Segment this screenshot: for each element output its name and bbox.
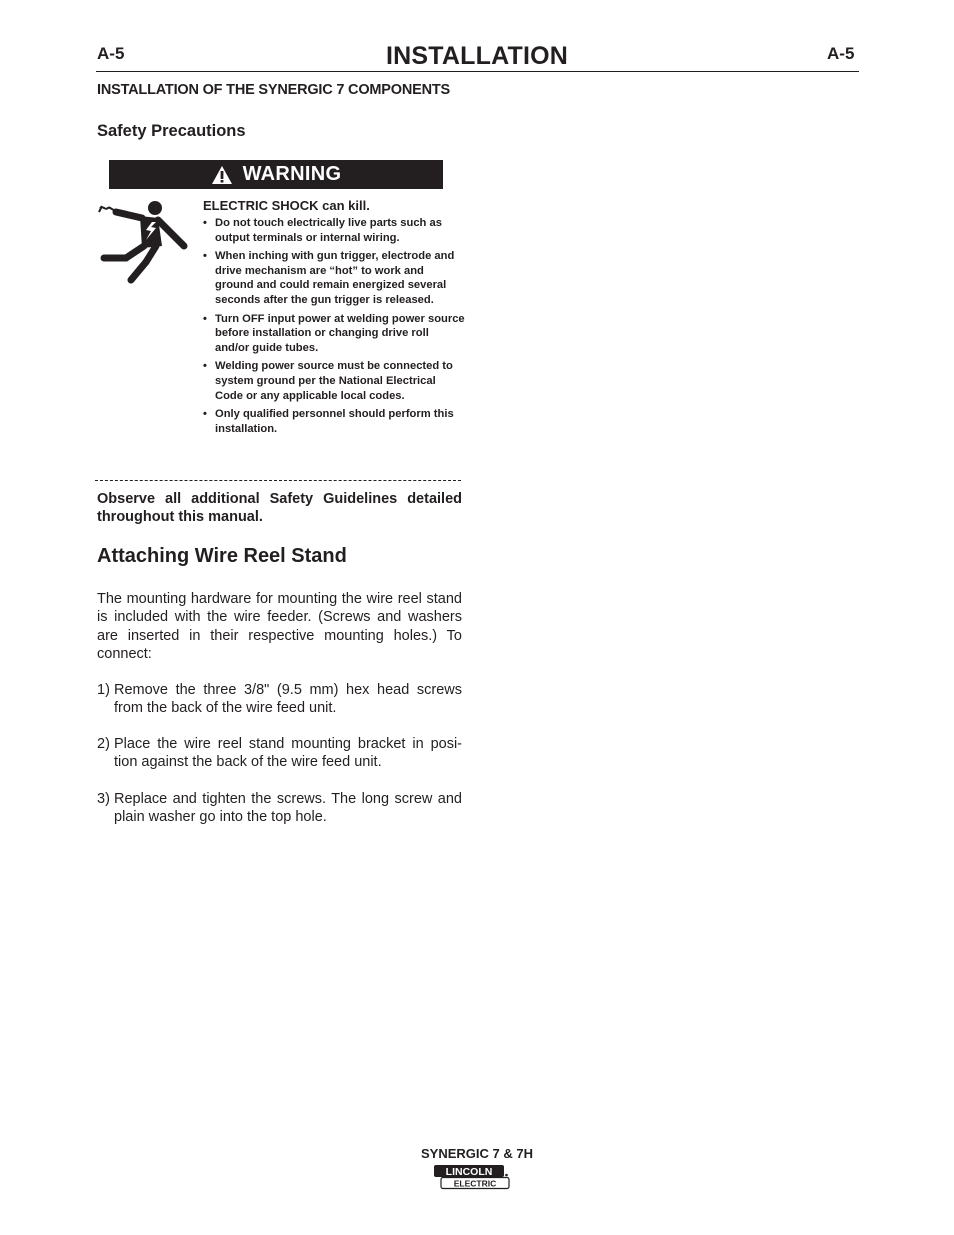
step-text: Remove the three 3/8" (9.5 mm) hex head screws from the back of the wire feed unit. (114, 682, 462, 717)
step-item (97, 790, 462, 827)
warning-label: WARNING (242, 163, 342, 185)
step-item (97, 681, 462, 718)
warning-item-text: Welding power source must be connected to system ground per the National Electrical Code or any applicable local codes. (215, 360, 453, 402)
page-title: INSTALLATION (385, 42, 568, 70)
electric-shock-icon (96, 196, 192, 288)
step-number: 3) (97, 791, 110, 807)
warning-item-text: Do not touch electrically live parts such as output terminals or internal wiring. (215, 217, 442, 244)
warning-item (203, 216, 465, 245)
page-number-right: A-5 (827, 44, 855, 63)
safety-guidelines-note: Observe all additional Safety Guidelines detailed throughout this manual. (97, 491, 462, 525)
bullet: • (203, 250, 207, 263)
step-text: Replace and tighten the screws. The long screw and plain washer go into the top hole. (114, 791, 462, 826)
dashed-divider (95, 480, 461, 481)
logo-top-text: LINCOLN (445, 1166, 493, 1178)
page-number-left: A-5 (97, 44, 125, 63)
warning-item (203, 249, 465, 307)
step-text: Place the wire reel stand mounting bracket in posi-tion against the back of the wire feed unit. (114, 736, 462, 771)
header-divider (96, 71, 859, 72)
lincoln-electric-logo (433, 1163, 511, 1190)
warning-title: ELECTRIC SHOCK can kill. (203, 198, 370, 213)
logo-bottom-text: ELECTRIC (453, 1178, 497, 1189)
section-heading: INSTALLATION OF THE SYNERGIC 7 COMPONENTS (97, 82, 450, 98)
footer-model-name: SYNERGIC 7 & 7H (421, 1146, 533, 1161)
warning-item (203, 312, 465, 356)
bullet: • (203, 312, 207, 325)
intro-paragraph: The mounting hardware for mounting the wire reel stand is included with the wire feeder. (Screws and washers are inserted in their respective mounting holes.) To connect: (97, 591, 462, 662)
bullet: • (203, 217, 207, 229)
bullet: • (203, 360, 207, 373)
warning-list (203, 216, 465, 440)
warning-item-text: Only qualified personnel should perform this installation. (215, 408, 454, 435)
warning-item (203, 359, 465, 403)
step-number: 2) (97, 736, 110, 752)
warning-item-text: When inching with gun trigger, electrode and drive mechanism are “hot” to work and ground and could remain energized several seconds after the gun trigger is released. (215, 250, 455, 306)
attach-reel-stand-heading: Attaching Wire Reel Stand (97, 545, 347, 567)
warning-banner (109, 160, 443, 189)
warning-item-text: Turn OFF input power at welding power source before installation or changing drive roll and/or guide tubes. (215, 312, 465, 354)
bullet: • (203, 408, 207, 421)
safety-precautions-heading: Safety Precautions (97, 122, 246, 140)
warning-item (203, 407, 465, 436)
step-item (97, 735, 462, 772)
warning-triangle-icon (211, 165, 233, 185)
step-number: 1) (97, 682, 110, 698)
